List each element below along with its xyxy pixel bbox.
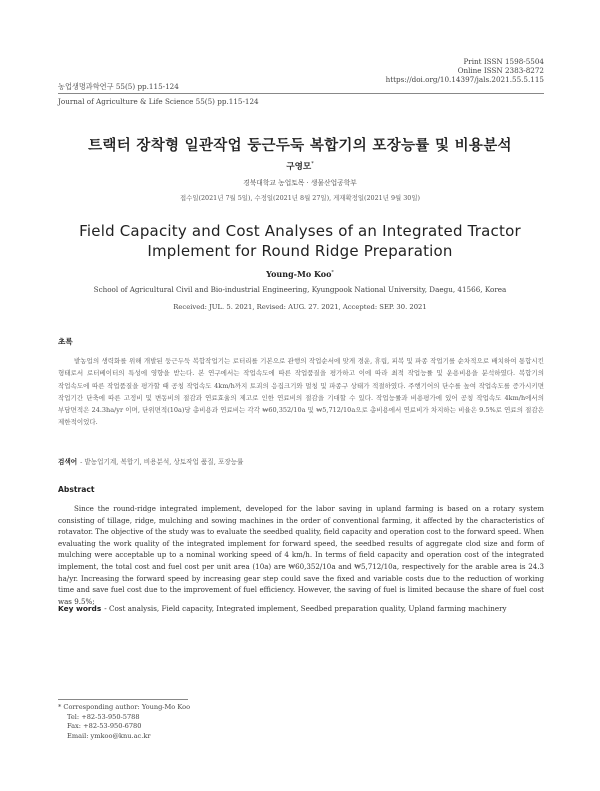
- abstract-korean-heading: 초록: [58, 337, 73, 346]
- doi-link[interactable]: https://doi.org/10.14397/jals.2021.55.5.115: [385, 75, 544, 84]
- title-english: Field Capacity and Cost Analyses of an Integrated Tractor Implement for Round Ridge Preparation: [79, 222, 521, 260]
- author-english-mark: *: [331, 269, 334, 276]
- dates-korean: 접수일(2021년 7월 5일), 수정일(2021년 8월 27일), 게재확정일(2021년 9월 30일): [179, 194, 421, 202]
- dates-english: Received: JUL. 5. 2021, Revised: AUG. 27. 2021, Accepted: SEP. 30. 2021: [173, 303, 427, 311]
- author-korean: [0, 160, 600, 172]
- title-korean: 트랙터 장착형 일관작업 둥근두둑 복합기의 포장능률 및 비용분석: [88, 138, 512, 154]
- keywords-korean: [58, 456, 544, 466]
- journal-korean: 농업생명과학연구 55(5) pp.115-124: [58, 82, 179, 91]
- online-issn: Online ISSN 2383-8272: [457, 66, 544, 75]
- affiliation-korean: 경북대학교 농업토목 · 생물산업공학부: [243, 179, 357, 187]
- author-korean-mark: *: [311, 161, 314, 168]
- footnote: [58, 703, 190, 742]
- corresponding-author: * Corresponding author: Young-Mo Koo: [58, 703, 191, 711]
- author-english: [0, 269, 600, 279]
- keywords-english: [58, 604, 544, 613]
- abstract-english-heading: Abstract: [58, 485, 95, 494]
- issn-block: [386, 57, 544, 84]
- abstract-english-body: Since the round-ridge integrated implement, developed for the labor saving in upland farming is based on a rotary system consisting of tillage, ridge, mulching and sowing machines in the order of conventional farming, it affected by the characteristics of rotavator. The objective of the study was to evaluate the seedbed quality, field capacity and operation cost to the forward speed. When evaluating the work quality of the integrated implement for forward speed, the seedbed results of aggregate clod size and form of mulching were acceptable up to a nominal working speed of 4 km/h. In terms of field capacity and operation cost of the integrated implement, the total cost and fuel cost per unit area (10a) are ₩60,352/10a and ₩5,712/10a, respectively for the arable area is 24.3 ha/yr. Increasing the forward speed by increasing gear step could save the fixed and variable costs due to the reduction of working time and save fuel cost due to the improvement of fuel efficiency. However, the saving of fuel is limited because the share of fuel cost was 9.5%;: [58, 504, 544, 606]
- keywords-korean-label: 검색어: [58, 458, 78, 466]
- print-issn: Print ISSN 1598-5504: [463, 57, 544, 66]
- footnote-email[interactable]: Email: ymkoo@knu.ac.kr: [67, 732, 151, 741]
- author-korean-name: 구영모: [286, 162, 312, 172]
- footnote-fax: Fax: +82-53-950-6780: [67, 722, 142, 731]
- keywords-english-list: - Cost analysis, Field capacity, Integrated implement, Seedbed preparation quality, Upland farming machinery: [104, 604, 507, 613]
- footnote-rule: [58, 699, 188, 700]
- affiliation-english: School of Agricultural Civil and Bio-industrial Engineering, Kyungpook National University, Daegu, 41566, Korea: [93, 285, 507, 294]
- journal-english: Journal of Agriculture & Life Science 55(5) pp.115-124: [58, 97, 259, 106]
- author-english-name: Young-Mo Koo: [266, 269, 332, 279]
- header-rule: [58, 93, 544, 94]
- footnote-tel: Tel: +82-53-950-5788: [67, 712, 140, 721]
- keywords-english-label: Key words: [58, 604, 102, 613]
- keywords-korean-list: - 밭농업기계, 복합기, 비용분석, 상토작업 품질, 포장능률: [80, 458, 244, 466]
- abstract-korean-body: 밭농업의 생력화를 위해 개발된 둥근두둑 복합작업기는 로터리를 기본으로 관행의 작업순서에 맞게 경운, 휴립, 피복 및 파종 작업기를 순차적으로 배치하여 통합시킨 형태로서 로터베이터의 특성에 영향을 받는다. 본 연구에서는 작업속도에 따른 작업품질을 평가하고 이에 따라 최적 작업능률 및 운용비용을 분석하였다. 복합기의 작업속도에 따른 작업품질을 평가할 때 공칭 작업속도 4km/h까지 토괴의 응집크기와 멀칭 및 파종구 상태가 적절하였다. 주행기어의 단수를 높여 작업속도를 증가시키면 작업기간 단축에 따른 고정비 및 변동비의 절감과 연료효율의 제고로 인한 연료비의 절감을 기대할 수 있다. 작업능률과 비용평가에 있어 공칭 작업속도 4km/h에서의 부담면적은 24.3ha/yr 이며, 단위면적(10a)당 총비용과 연료비는 각각 ₩60,352/10a 및 ₩5,712/10a으로 총비용에서 연료비가 차지하는 비율은 9.5%로 연료의 절감은 제한적이었다.: [58, 357, 544, 427]
